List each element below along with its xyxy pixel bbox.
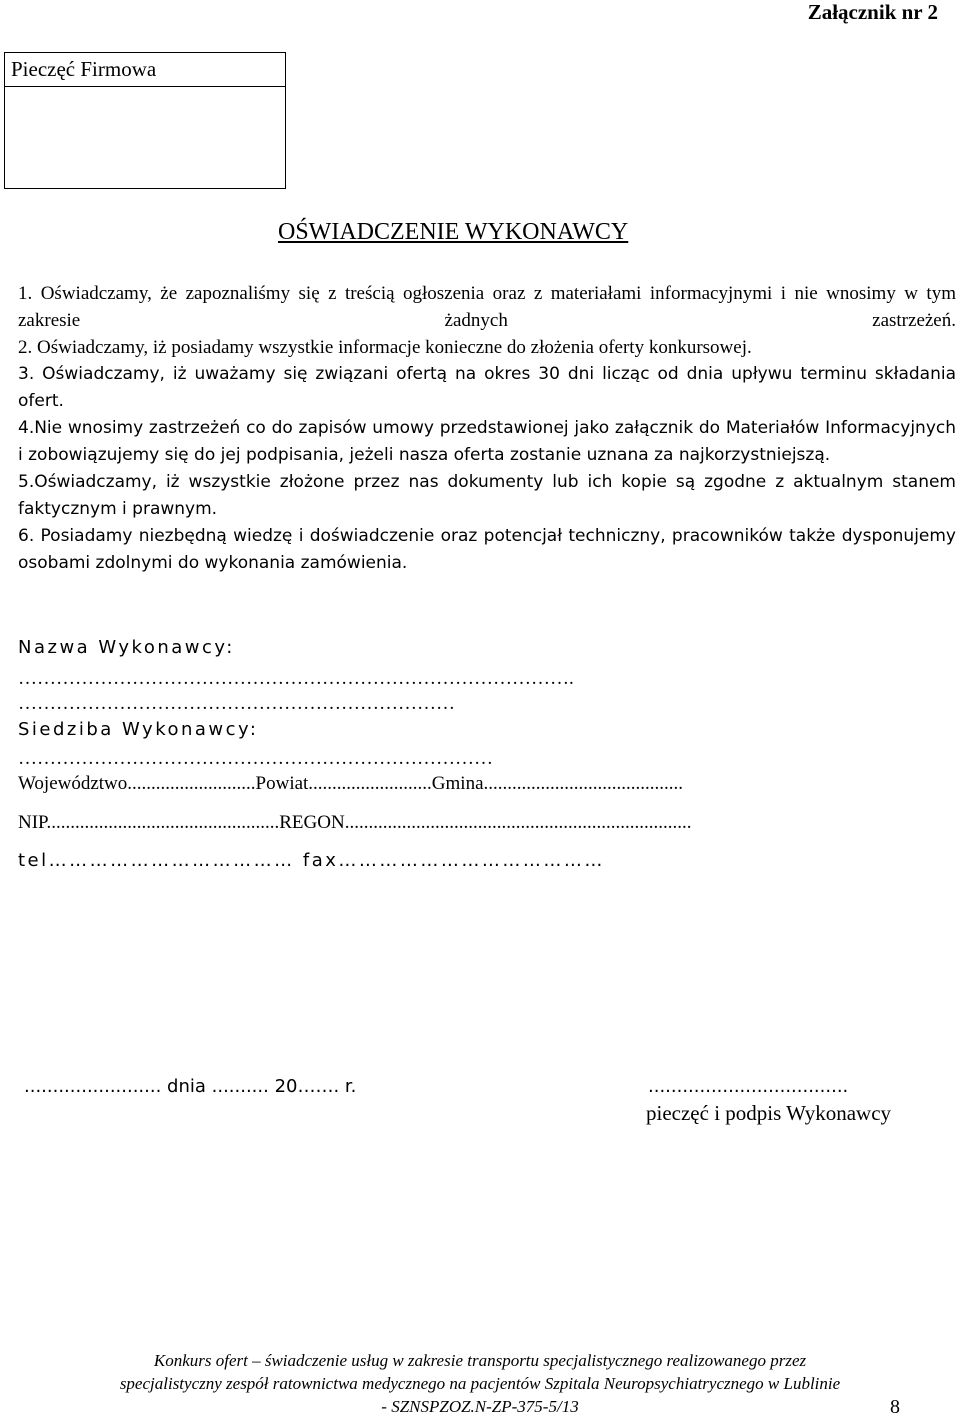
signature-label: pieczęć i podpis Wykonawcy [646,1101,892,1125]
contractor-seat-label: Siedziba Wykonawcy: [18,719,259,740]
contractor-seat-line[interactable]: ………………………………………………………………… [18,748,493,769]
statement-2: 2. Oświadczamy, iż posiadamy wszystkie informacje konieczne do złożenia oferty konkursowej. [18,337,752,358]
stamp-divider [5,86,285,87]
stamp-label: Pieczęć Firmowa [11,57,157,81]
statement-4: 4.Nie wnosimy zastrzeżeń co do zapisów umowy przedstawionej jako załącznik do Materiałów Informacyjnych i zobowiązujemy się do jej podpisania, jeżeli nasza oferta zostanie uznana za najkorzystniejszą. [18,418,956,465]
document-title: OŚWIADCZENIE WYKONAWCY [278,219,629,245]
statement-3: 3. Oświadczamy, iż uważamy się związani ofertą na okres 30 dni licząc od dnia upływu terminu składania ofert. [18,364,956,411]
footer-line-3: - SZNSPZOZ.N-ZP-375-5/13 [381,1397,579,1416]
page-number: 8 [890,1396,900,1418]
footer-line-2: specjalistyczny zespół ratownictwa medycznego na pacjentów Szpitala Neuropsychiatrycznego w Lublinie [119,1374,841,1393]
statement-6: 6. Posiadamy niezbędną wiedzę i doświadczenie oraz potencjał techniczny, pracowników także dysponujemy osobami zdolnymi do wykonania zamówienia. [18,526,956,573]
statements-list [18,280,956,577]
signature-dots[interactable]: ................................... [648,1076,849,1097]
contractor-name-label: Nazwa Wykonawcy: [18,637,235,658]
company-stamp-box [4,52,286,189]
footer-line-1: Konkurs ofert – świadczenie usług w zakresie transportu specjalistycznego realizowanego przez [153,1351,807,1370]
nip-regon-line[interactable]: NIP.................................................REGON......................................................................... [18,812,692,833]
statement-5: 5.Oświadczamy, iż wszystkie złożone przez nas dokumenty lub ich kopie są zgodne z aktualnym stanem faktycznym i prawnym. [18,472,956,519]
page-footer [0,1349,960,1418]
tel-fax-line[interactable]: tel……………………………… fax………………………………… [18,850,605,871]
contractor-name-line-2[interactable]: …………………………………………………………… [18,693,455,714]
region-fields-line[interactable]: Województwo...........................Powiat..........................Gmina.......................................... [18,773,684,794]
attachment-number: Załącznik nr 2 [807,0,938,24]
statement-1: 1. Oświadczamy, że zapoznaliśmy się z treścią ogłoszenia oraz z materiałami informacyjnymi i nie wnosimy w tym zakresie żadnych zastrzeżeń. [18,283,956,331]
contractor-name-line-1[interactable]: ……………………………………………………………………………. [18,668,574,689]
date-place-line[interactable]: ........................ dnia .......... 20……. r. [24,1076,357,1097]
